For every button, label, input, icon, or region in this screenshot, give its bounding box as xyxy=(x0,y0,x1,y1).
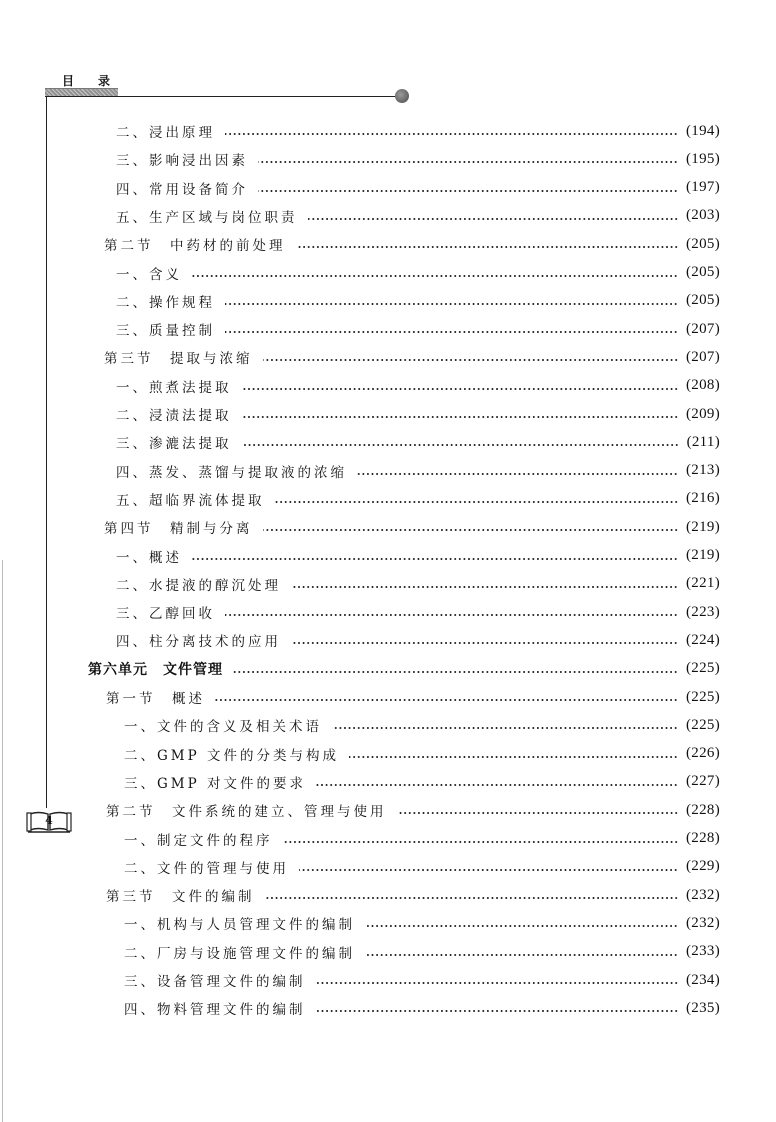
dot-leader xyxy=(265,897,679,899)
toc-item-entry[interactable] xyxy=(116,206,720,226)
dot-leader xyxy=(296,246,679,248)
dot-leader xyxy=(357,473,678,475)
dot-leader xyxy=(275,501,679,503)
dot-leader xyxy=(316,982,679,984)
toc-entry-page-number: (235) xyxy=(686,999,720,1016)
dot-leader xyxy=(291,642,678,644)
toc-entry-label: 三、影响浸出因素 xyxy=(116,153,248,170)
toc-entry-page-number: (219) xyxy=(686,518,720,535)
toc-entry-label: 第六单元 文件管理 xyxy=(88,661,223,678)
toc-entry-page-number: (232) xyxy=(686,914,720,931)
toc-entry-label: 三、设备管理文件的编制 xyxy=(124,974,306,990)
toc-section-entry[interactable] xyxy=(104,517,720,537)
toc-entry-label: 四、物料管理文件的编制 xyxy=(124,1002,306,1019)
toc-item-entry[interactable] xyxy=(116,461,720,481)
toc-entry-page-number: (203) xyxy=(686,207,720,224)
left-margin-rule xyxy=(46,96,47,808)
dot-leader xyxy=(365,925,678,927)
dot-leader xyxy=(365,954,678,956)
toc-item-entry[interactable] xyxy=(116,432,720,452)
toc-entry-page-number: (228) xyxy=(686,801,720,818)
dot-leader xyxy=(192,275,678,277)
toc-entry-page-number: (221) xyxy=(686,575,720,592)
toc-item-entry[interactable] xyxy=(116,404,720,424)
toc-entry-page-number: (205) xyxy=(686,292,720,309)
toc-entry-page-number: (226) xyxy=(686,745,720,762)
toc-section-entry[interactable] xyxy=(106,885,720,905)
toc-entry-label: 一、制定文件的程序 xyxy=(124,832,273,849)
header-dot-icon xyxy=(395,89,409,103)
toc-item-entry[interactable] xyxy=(124,772,720,792)
toc-entry-label: 二、水提液的醇沉处理 xyxy=(116,577,281,594)
toc-item-entry[interactable] xyxy=(116,546,720,566)
toc-entry-page-number: (225) xyxy=(686,716,720,733)
toc-entry-label: 第一节 概述 xyxy=(106,691,205,707)
toc-entry-page-number: (228) xyxy=(686,830,720,846)
dot-leader xyxy=(332,727,678,729)
toc-item-entry[interactable] xyxy=(116,121,720,141)
toc-entry-page-number: (195) xyxy=(686,150,720,167)
toc-entry-page-number: (225) xyxy=(686,688,720,705)
toc-entry-page-number: (208) xyxy=(686,377,720,394)
toc-entry-page-number: (227) xyxy=(686,773,720,790)
dot-leader xyxy=(192,558,678,560)
toc-section-entry[interactable] xyxy=(104,234,720,254)
toc-entry-label: 四、柱分离技术的应用 xyxy=(116,634,281,651)
toc-item-entry[interactable] xyxy=(116,178,720,198)
toc-entry-page-number: (205) xyxy=(686,264,720,280)
dot-leader xyxy=(225,331,678,333)
dot-leader xyxy=(258,190,678,192)
toc-entry-label: 三、GMP 对文件的要求 xyxy=(124,775,306,792)
toc-item-entry[interactable] xyxy=(124,913,720,933)
toc-entry-label: 一、机构与人员管理文件的编制 xyxy=(124,917,355,934)
page-header-title: 目录 xyxy=(62,74,135,88)
dot-leader xyxy=(316,1010,679,1012)
dot-leader xyxy=(316,784,678,786)
toc-entry-label: 二、浸渍法提取 xyxy=(116,408,232,424)
toc-entry-label: 二、操作规程 xyxy=(116,294,215,311)
toc-item-entry[interactable] xyxy=(124,744,720,764)
toc-entry-label: 二、浸出原理 xyxy=(116,125,215,141)
toc-item-entry[interactable] xyxy=(124,970,720,990)
toc-entry-page-number: (207) xyxy=(686,348,720,365)
toc-item-entry[interactable] xyxy=(116,602,720,622)
toc-item-entry[interactable] xyxy=(124,829,720,849)
toc-item-entry[interactable] xyxy=(116,574,720,594)
dot-leader xyxy=(308,218,679,220)
dot-leader xyxy=(242,444,679,446)
toc-entry-label: 第二节 文件系统的建立、管理与使用 xyxy=(106,804,387,821)
dot-leader xyxy=(397,812,679,814)
toc-item-entry[interactable] xyxy=(124,857,720,877)
toc-entry-label: 二、文件的管理与使用 xyxy=(124,860,289,877)
toc-entry-page-number: (229) xyxy=(686,858,720,875)
toc-entry-page-number: (194) xyxy=(686,122,720,139)
toc-entry-label: 三、渗漉法提取 xyxy=(116,436,232,453)
toc-entry-label: 一、概述 xyxy=(116,549,182,566)
toc-entry-page-number: (224) xyxy=(686,631,720,648)
toc-entry-label: 第三节 提取与浓缩 xyxy=(104,351,253,368)
dot-leader xyxy=(258,161,678,163)
toc-entry-label: 二、GMP 文件的分类与构成 xyxy=(124,747,339,764)
toc-item-entry[interactable] xyxy=(116,630,720,650)
toc-entry-label: 三、质量控制 xyxy=(116,323,215,340)
toc-entry-page-number: (211) xyxy=(686,433,720,450)
toc-section-entry[interactable] xyxy=(106,800,720,820)
toc-entry-page-number: (219) xyxy=(686,547,720,563)
dot-leader xyxy=(291,586,678,588)
toc-entry-label: 二、厂房与设施管理文件的编制 xyxy=(124,945,355,962)
toc-entry-page-number: (225) xyxy=(686,660,720,677)
dot-leader xyxy=(283,841,679,843)
toc-entry-label: 第四节 精制与分离 xyxy=(104,521,253,538)
toc-entry-label: 一、煎煮法提取 xyxy=(116,379,232,396)
toc-item-entry[interactable] xyxy=(116,149,720,169)
toc-item-entry[interactable] xyxy=(116,291,720,311)
toc-item-entry[interactable] xyxy=(124,998,720,1018)
page-number: 4 xyxy=(45,814,53,827)
toc-entry-label: 五、生产区域与岗位职责 xyxy=(116,209,298,226)
toc-entry-page-number: (223) xyxy=(686,603,720,620)
dot-leader xyxy=(233,671,678,673)
toc-item-entry[interactable] xyxy=(124,715,720,735)
toc-entry-label: 四、蒸发、蒸馏与提取液的浓缩 xyxy=(116,464,347,481)
dot-leader xyxy=(299,869,678,871)
scan-edge-line xyxy=(2,560,3,1122)
toc-entry-page-number: (232) xyxy=(686,886,720,903)
toc-entry-page-number: (213) xyxy=(686,462,720,479)
dot-leader xyxy=(225,614,678,616)
dot-leader xyxy=(263,359,679,361)
dot-leader xyxy=(242,388,679,390)
toc-entry-label: 一、含义 xyxy=(116,266,182,283)
toc-entry-page-number: (197) xyxy=(686,179,720,196)
toc-section-entry[interactable] xyxy=(104,347,720,367)
toc-section-entry[interactable] xyxy=(106,687,720,707)
toc-entry-label: 三、乙醇回收 xyxy=(116,606,215,623)
dot-leader xyxy=(263,529,679,531)
header-rule xyxy=(45,96,397,97)
toc-entry-label: 一、文件的含义及相关术语 xyxy=(124,719,322,736)
toc-entry-label: 四、常用设备简介 xyxy=(116,181,248,198)
toc-entry-label: 第三节 文件的编制 xyxy=(106,889,255,906)
open-book-icon xyxy=(26,810,72,834)
toc-item-entry[interactable] xyxy=(116,489,720,509)
toc-entry-page-number: (205) xyxy=(686,235,720,252)
dot-leader xyxy=(215,699,678,701)
dot-leader xyxy=(242,416,679,418)
dot-leader xyxy=(349,756,678,758)
toc-entry-page-number: (233) xyxy=(686,943,720,960)
toc-item-entry[interactable] xyxy=(116,376,720,396)
toc-entry-page-number: (216) xyxy=(686,490,720,507)
toc-entry-page-number: (234) xyxy=(686,971,720,988)
toc-entry-page-number: (209) xyxy=(686,405,720,422)
toc-item-entry[interactable] xyxy=(116,263,720,283)
dot-leader xyxy=(225,133,678,135)
toc-entry-label: 第二节 中药材的前处理 xyxy=(104,238,286,255)
toc-item-entry[interactable] xyxy=(116,319,720,339)
toc-item-entry[interactable] xyxy=(124,942,720,962)
toc-entry-label: 五、超临界流体提取 xyxy=(116,492,265,509)
dot-leader xyxy=(225,303,678,305)
toc-entry-page-number: (207) xyxy=(686,320,720,337)
toc-unit-entry[interactable] xyxy=(88,659,720,679)
